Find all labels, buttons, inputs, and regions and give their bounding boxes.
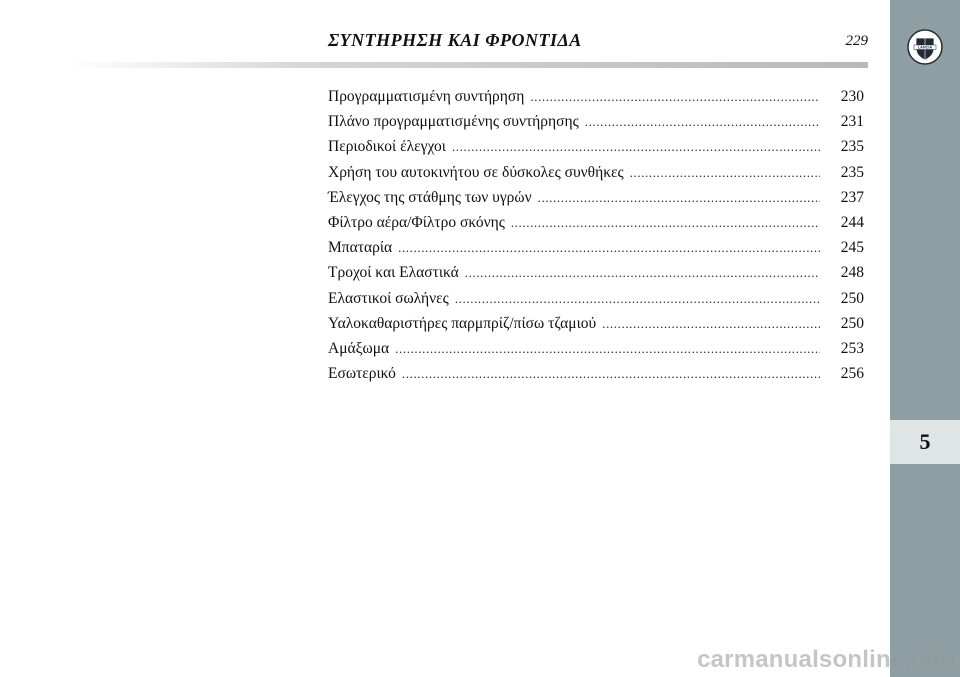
leader-dots	[402, 366, 820, 382]
toc-entry-2[interactable]	[328, 138, 864, 163]
toc-page: 253	[840, 339, 864, 357]
toc-label: Έλεγχος της στάθμης των υγρών	[328, 188, 532, 206]
toc-entry-11[interactable]	[328, 365, 864, 390]
watermark: carmanualsonline.info	[697, 646, 956, 673]
side-tab	[890, 0, 960, 677]
leader-dots	[465, 265, 820, 281]
toc-page: 231	[840, 113, 864, 131]
toc-entry-10[interactable]	[328, 340, 864, 365]
toc-label: Πλάνο προγραμματισμένης συντήρησης	[328, 113, 579, 131]
toc-label: Χρήση του αυτοκινήτου σε δύσκολες συνθήκες	[328, 163, 624, 181]
toc-page: 230	[840, 88, 864, 105]
leader-dots	[395, 341, 820, 357]
leader-dots	[511, 215, 820, 231]
toc-page: 245	[840, 239, 864, 257]
chapter-number: 5	[919, 429, 931, 454]
toc-page: 250	[840, 289, 864, 307]
toc-label: Εσωτερικό	[328, 365, 396, 383]
toc-entry-6[interactable]	[328, 239, 864, 264]
toc-label: Περιοδικοί έλεγχοι	[328, 138, 446, 156]
toc-page: 235	[840, 138, 864, 156]
toc-label: Τροχοί και Ελαστικά	[328, 264, 459, 282]
toc-label: Μπαταρία	[328, 239, 393, 257]
chapter-tab[interactable]	[890, 420, 960, 464]
toc-label: Υαλοκαθαριστήρες παρμπρίζ/πίσω τζαμιού	[328, 314, 597, 332]
toc-entry-9[interactable]	[328, 315, 864, 340]
toc-entry-5[interactable]	[328, 214, 864, 239]
toc-page: 237	[840, 188, 864, 206]
toc-label: Αμάξωμα	[328, 339, 390, 357]
toc-entry-8[interactable]	[328, 290, 864, 315]
header-rule	[68, 62, 868, 68]
toc-entry-3[interactable]	[328, 164, 864, 189]
lancia-shield-logo-icon	[906, 28, 944, 66]
toc-page: 248	[840, 264, 864, 282]
leader-dots	[602, 316, 820, 332]
toc-entry-7[interactable]	[328, 264, 864, 289]
leader-dots	[455, 291, 820, 307]
page-number: 229	[845, 33, 868, 49]
toc-page: 244	[840, 213, 864, 231]
toc-entry-0[interactable]	[328, 88, 864, 113]
logo-text: LANCIA	[917, 45, 933, 50]
toc-entry-4[interactable]	[328, 189, 864, 214]
leader-dots	[630, 165, 820, 181]
leader-dots	[452, 139, 820, 155]
leader-dots	[530, 89, 820, 105]
leader-dots	[538, 190, 820, 206]
leader-dots	[398, 240, 820, 256]
toc-label: Φίλτρο αέρα/Φίλτρο σκόνης	[328, 213, 505, 231]
toc-page: 256	[840, 365, 864, 383]
toc-page: 235	[840, 163, 864, 181]
toc-entry-1[interactable]	[328, 113, 864, 138]
toc-label: Ελαστικοί σωλήνες	[328, 289, 449, 307]
toc-page: 250	[840, 314, 864, 332]
toc-label: Προγραμματισμένη συντήρηση	[328, 88, 525, 105]
leader-dots	[585, 114, 820, 130]
page-title: ΣΥΝΤΗΡΗΣΗ ΚΑΙ ΦΡΟΝΤΙΔΑ	[328, 30, 582, 50]
table-of-contents	[328, 88, 864, 390]
